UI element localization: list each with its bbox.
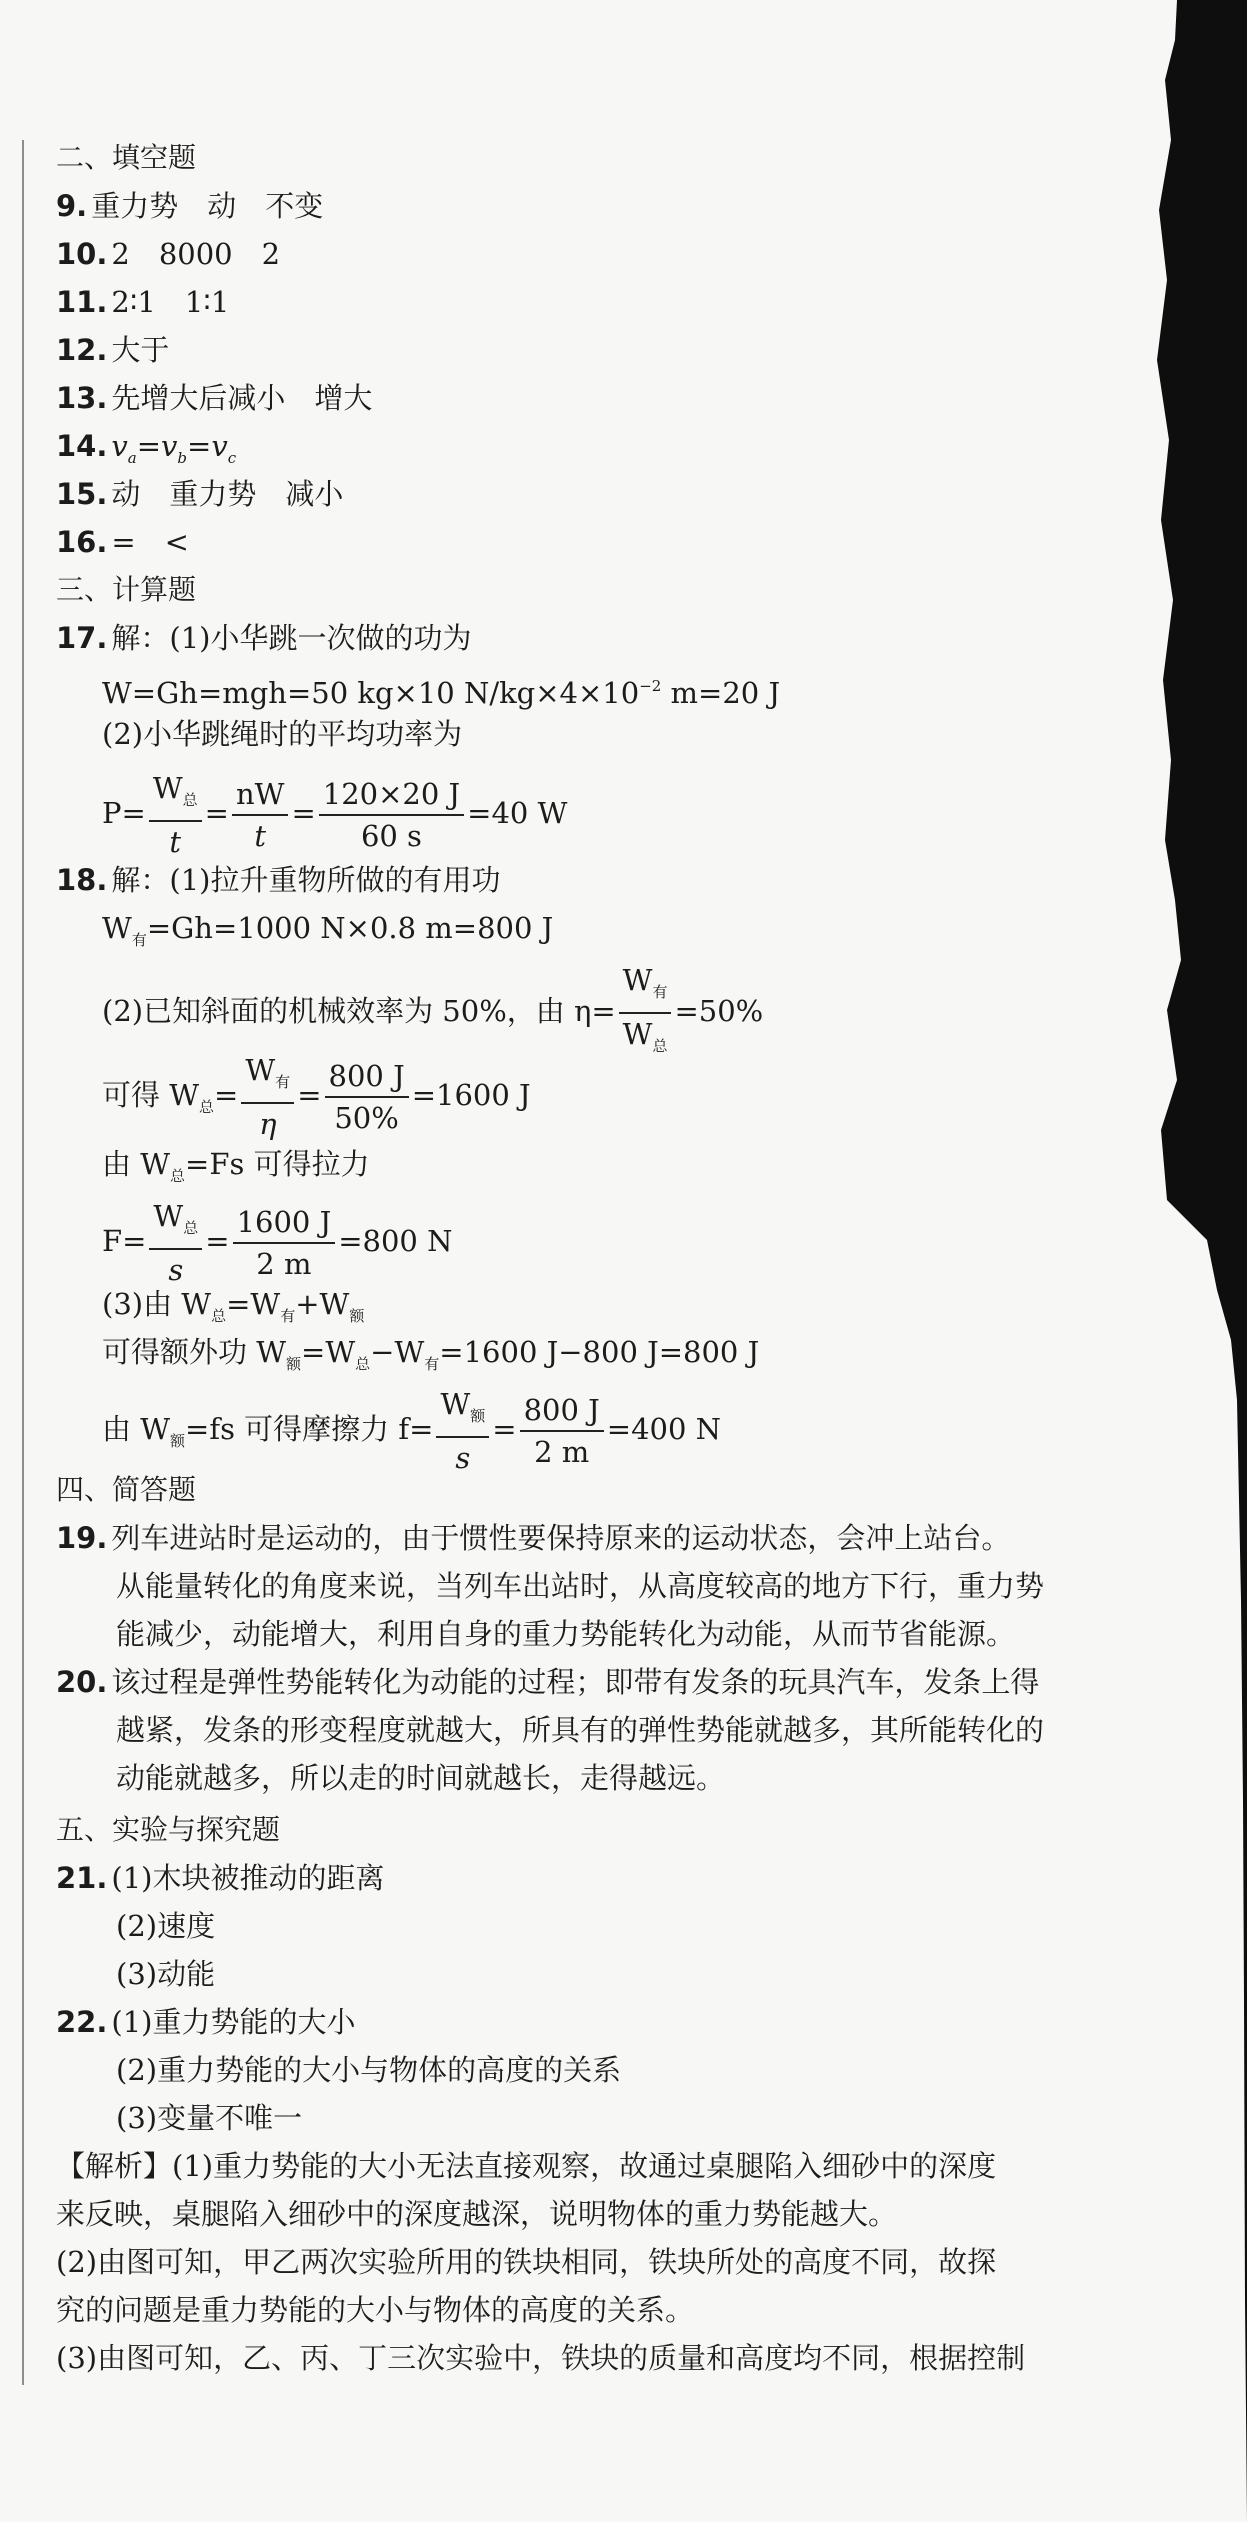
question-number: 13. — [56, 381, 108, 415]
question-number: 10. — [56, 237, 108, 271]
answer-12 — [56, 330, 169, 370]
analysis-line2: 来反映，桌腿陷入细砂中的深度越深，说明物体的重力势能越大。 — [56, 2197, 898, 2231]
fraction: $\frac{W_总}{s}$ — [149, 1196, 202, 1290]
fraction: $\frac{1600 J}{2 m}$ — [233, 1202, 336, 1284]
answer-19-line3: 能减少，动能增大，利用自身的重力势能转化为动能，从而节省能源。 — [116, 1617, 1016, 1651]
section-calc: 三、计算题 — [56, 573, 197, 606]
answer-14: 14. $v_a=v_b=v_c$ — [56, 429, 237, 467]
answer-18-line7: (3)由 $W_总=W_有+W_额$ — [102, 1287, 365, 1325]
answer-13 — [56, 378, 372, 418]
answer-text: 2 8000 2 — [111, 237, 281, 271]
fraction: $\frac{W_额}{s}$ — [436, 1384, 489, 1478]
question-number: 19. — [56, 1521, 108, 1555]
answer-16 — [56, 522, 189, 562]
question-number: 21. — [56, 1861, 108, 1895]
answer-18-line9: 由 $W_额=fs$ 可得摩擦力 f= $\frac{W_额}{s}$ = $\frac{800 J}{2 m}$ =400 N — [102, 1384, 721, 1478]
fraction: $\frac{nW}{t}$ — [232, 774, 288, 856]
answer-11 — [56, 282, 229, 322]
answer-text: 大于 — [111, 333, 170, 367]
answer-22-line1: 22. (1)重力势能的大小 — [56, 2005, 356, 2039]
answer-15 — [56, 474, 343, 514]
answer-18-line4: 可得 $W_总=$ $\frac{W_有}{\eta}$ = $\frac{800 J}{50\%}$ =1600 J — [102, 1050, 531, 1144]
section-short-answer: 四、简答题 — [56, 1473, 197, 1506]
fraction: $\frac{800 J}{50\%}$ — [325, 1056, 409, 1138]
answer-19-line2: 从能量转化的角度来说，当列车出站时，从高度较高的地方下行，重力势 — [116, 1569, 1045, 1603]
question-number: 15. — [56, 477, 108, 511]
answer-text: 动 重力势 减小 — [111, 477, 344, 511]
question-number: 18. — [56, 863, 108, 897]
answer-17-line1: 17. 解：(1)小华跳一次做的功为 — [56, 621, 472, 655]
question-number: 12. — [56, 333, 108, 367]
answer-18-line2: $W_有=Gh=1000$ N×0.8 m=800 J — [102, 911, 554, 949]
answer-17-line3: (2)小华跳绳时的平均功率为 — [102, 717, 463, 751]
answer-17-formula: P= $\frac{W_总}{t}$ = $\frac{nW}{t}$ = $\frac{120\times 20 J}{60 s}$ =40 W — [102, 768, 567, 862]
analysis-line1: 【解析】(1)重力势能的大小无法直接观察，故通过桌腿陷入细砂中的深度 — [56, 2149, 997, 2183]
torn-page-edge — [1147, 0, 1247, 2522]
section-experiment: 五、实验与探究题 — [56, 1813, 281, 1846]
answer-22-line3: (3)变量不唯一 — [116, 2101, 303, 2135]
answer-9 — [56, 186, 323, 226]
answer-21-line3: (3)动能 — [116, 1957, 216, 1991]
answer-18-line5: 由 $W_总=Fs$ 可得拉力 — [102, 1147, 370, 1185]
answer-22-line2: (2)重力势能的大小与物体的高度的关系 — [116, 2053, 622, 2087]
answer-text: 2∶1 1∶1 — [111, 285, 230, 319]
analysis-line4: 究的问题是重力势能的大小与物体的高度的关系。 — [56, 2293, 695, 2327]
question-number: 17. — [56, 621, 108, 655]
answer-21-line1: 21. (1)木块被推动的距离 — [56, 1861, 385, 1895]
answer-21-line2: (2)速度 — [116, 1909, 216, 1943]
question-number: 20. — [56, 1665, 108, 1699]
answer-18-line8: 可得额外功 $W_额=W_总-W_有=1600$ J−800 J=800 J — [102, 1335, 760, 1373]
answer-text: 重力势 动 不变 — [91, 189, 324, 223]
answer-18-line1: 18. 解：(1)拉升重物所做的有用功 — [56, 863, 501, 897]
analysis-line3: (2)由图可知，甲乙两次实验所用的铁块相同，铁块所处的高度不同，故探 — [56, 2245, 997, 2279]
answer-18-line6: F= $\frac{W_总}{s}$ = $\frac{1600 J}{2 m}$ =800 N — [102, 1196, 452, 1290]
question-number: 22. — [56, 2005, 108, 2039]
answer-10 — [56, 234, 280, 274]
fraction: $\frac{W_总}{t}$ — [149, 768, 202, 862]
section-fill-blank: 二、填空题 — [56, 141, 197, 174]
question-number: 9. — [56, 189, 88, 223]
fraction: $\frac{W_有}{W_总}$ — [619, 960, 672, 1066]
fraction: $\frac{W_有}{\eta}$ — [241, 1050, 294, 1144]
answer-20-line1: 20. 该过程是弹性势能转化为动能的过程；即带有发条的玩具汽车，发条上得 — [56, 1665, 1040, 1699]
question-number: 14. — [56, 429, 108, 463]
answer-19-line1: 19. 列车进站时是运动的，由于惯性要保持原来的运动状态，会冲上站台。 — [56, 1521, 1011, 1555]
answer-18-line3: (2)已知斜面的机械效率为 50%，由 η= $\frac{W_有}{W_总}$ =50% — [102, 960, 763, 1066]
answer-text: = < — [111, 525, 189, 559]
answer-text: 先增大后减小 增大 — [111, 381, 373, 415]
analysis-line5: (3)由图可知，乙、丙、丁三次实验中，铁块的质量和高度均不同，根据控制 — [56, 2341, 1026, 2375]
question-number: 16. — [56, 525, 108, 559]
margin-line — [22, 140, 24, 2385]
fraction: $\frac{120\times 20 J}{60 s}$ — [319, 774, 464, 856]
answer-17-line2: W=Gh=mgh=50 kg×10 $N/kg\times 4\times 10^{-2}$ m=20 J — [102, 676, 781, 710]
answer-20-line2: 越紧，发条的形变程度就越大，所具有的弹性势能就越多，其所能转化的 — [116, 1713, 1045, 1747]
answer-20-line3: 动能就越多，所以走的时间就越长，走得越远。 — [116, 1761, 726, 1795]
fraction: $\frac{800 J}{2 m}$ — [520, 1390, 604, 1472]
question-number: 11. — [56, 285, 108, 319]
